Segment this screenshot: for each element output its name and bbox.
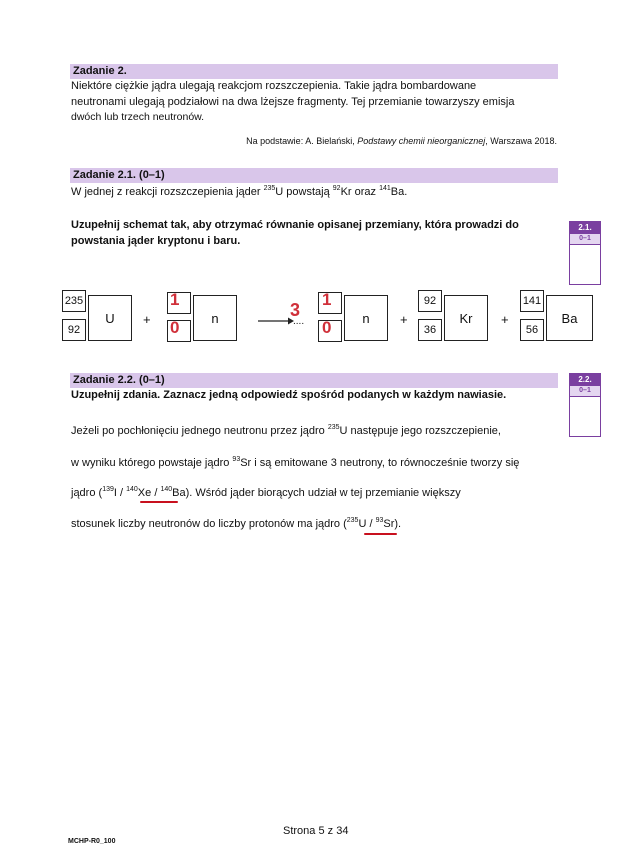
u-answer-underline <box>364 533 397 535</box>
l3-a: jądro ( <box>71 487 103 499</box>
l2-b: Sr i są emitowane 3 neutrony, to równocześnie tworzy się <box>240 457 520 469</box>
opt-sr-mass: 93 <box>375 517 384 524</box>
task22-score-box <box>569 373 601 437</box>
l1-b: U następuje jego rozszczepienie, <box>339 425 501 437</box>
sep-2: / <box>151 487 161 499</box>
source-prefix: Na podstawie: A. Bielański, <box>246 136 358 146</box>
option-ba[interactable] <box>160 487 185 499</box>
sep-1: / <box>116 487 127 499</box>
l3-b: ). Wśród jąder biorących udział w tej przemianie większy <box>185 487 461 499</box>
task22-instruction: Uzupełnij zdania. Zaznacz jedną odpowiedź spośród podanych w każdym nawiasie. <box>71 389 507 401</box>
task21-score-box <box>569 221 601 285</box>
kr-atomic-box: 36 <box>418 319 442 341</box>
n2-mass-box[interactable] <box>318 292 342 314</box>
task22-header: Zadanie 2.2. (0–1) <box>73 374 165 386</box>
u-atomic-box: 92 <box>62 319 86 341</box>
document-code: MCHP-R0_100 <box>68 838 116 845</box>
opt-u-sym: U <box>358 518 367 530</box>
task2-intro-line3: dwóch lub trzech neutronów. <box>71 111 205 123</box>
task21-text-d: Ba. <box>390 186 408 198</box>
plus-2: + <box>400 312 408 327</box>
page-number: Strona 5 z 34 <box>283 825 349 837</box>
task21-score-range: 0–1 <box>570 233 600 245</box>
ba-mass-box: 141 <box>520 290 544 312</box>
ba-symbol-box: Ba <box>546 295 593 341</box>
sep-3: / <box>366 518 376 530</box>
opt-i-sym: I <box>113 487 117 499</box>
task21-instruction-line1: Uzupełnij schemat tak, aby otrzymać równanie opisanej przemiany, która prowadzi do <box>71 219 519 231</box>
n2-mass-answer: 1 <box>322 290 332 309</box>
kr-symbol-box: Kr <box>444 295 488 341</box>
n2-atomic-box[interactable] <box>318 320 342 342</box>
opt-ba-mass: 140 <box>160 486 173 493</box>
xe-answer-underline <box>140 501 178 503</box>
n1-atomic-answer: 0 <box>170 318 180 337</box>
dots: .... <box>293 316 305 327</box>
task2-intro-line2: neutronami ulegają podziałowi na dwa lżejsze fragmenty. Tej przemianie towarzyszy emisja <box>71 96 515 108</box>
u-mass-box: 235 <box>62 290 86 312</box>
task21-mass-u: 235 <box>263 185 276 192</box>
task22-line1 <box>71 425 501 437</box>
task22-score-range: 0–1 <box>570 385 600 397</box>
task21-instruction-line2: powstania jąder kryptonu i baru. <box>71 235 241 247</box>
source-suffix: , Warszawa 2018. <box>485 136 557 146</box>
kr-mass-box: 92 <box>418 290 442 312</box>
task22-line2 <box>71 457 519 469</box>
n2-atomic-answer: 0 <box>322 318 332 337</box>
l2-mass: 93 <box>232 456 241 463</box>
opt-u-mass: 235 <box>346 517 359 524</box>
l2-a: w wyniku którego powstaje jądro <box>71 457 233 469</box>
ba-atomic-box: 56 <box>520 319 544 341</box>
task22-header-bar <box>70 373 558 388</box>
n1-symbol-box: n <box>193 295 237 341</box>
task21-text <box>71 186 407 198</box>
task21-header-bar <box>70 168 558 183</box>
opt-sr-sym: Sr <box>383 518 395 530</box>
task21-header: Zadanie 2.1. (0–1) <box>73 169 165 181</box>
task21-mass-kr: 92 <box>332 185 341 192</box>
l4-a: stosunek liczby neutronów do liczby protonów ma jądro ( <box>71 518 347 530</box>
n2-symbol-box: n <box>344 295 388 341</box>
option-sr[interactable] <box>376 518 395 530</box>
opt-xe-sym: Xe <box>137 487 152 499</box>
option-xe[interactable] <box>126 487 151 499</box>
task2-header-bar <box>70 64 558 79</box>
task22-line3 <box>71 487 461 499</box>
option-u[interactable] <box>347 518 367 530</box>
plus-3: + <box>501 312 509 327</box>
n1-mass-box[interactable] <box>167 292 191 314</box>
task22-score-label: 2.2. <box>570 374 600 385</box>
plus-1: + <box>143 312 151 327</box>
task2-intro-line1: Niektóre ciężkie jądra ulegają reakcjom rozszczepienia. Takie jądra bombardowane <box>71 80 477 92</box>
neutron-count-answer: 3 <box>290 300 301 320</box>
l1-a: Jeżeli po pochłonięciu jednego neutronu przez jądro <box>71 425 328 437</box>
task21-text-c: Kr oraz <box>340 186 380 198</box>
task21-mass-ba: 141 <box>379 185 391 192</box>
l4-b: ). <box>394 518 402 530</box>
task21-text-a: W jednej z reakcji rozszczepienia jąder <box>71 186 264 198</box>
opt-ba-sym: Ba <box>172 487 186 499</box>
task21-score-label: 2.1. <box>570 222 600 233</box>
task2-header: Zadanie 2. <box>73 65 127 77</box>
reaction-arrow-icon <box>258 316 294 326</box>
n1-atomic-box[interactable] <box>167 320 191 342</box>
task22-line4 <box>71 518 401 530</box>
source-title: Podstawy chemii nieorganicznej <box>357 136 486 146</box>
option-i[interactable] <box>102 487 117 499</box>
n1-mass-answer: 1 <box>170 290 180 309</box>
task2-source <box>246 136 557 146</box>
task21-text-b: U powstają <box>275 186 333 198</box>
l1-mass: 235 <box>327 424 340 431</box>
opt-i-mass: 139 <box>102 486 114 493</box>
opt-xe-mass: 140 <box>126 486 138 493</box>
u-symbol-box: U <box>88 295 132 341</box>
